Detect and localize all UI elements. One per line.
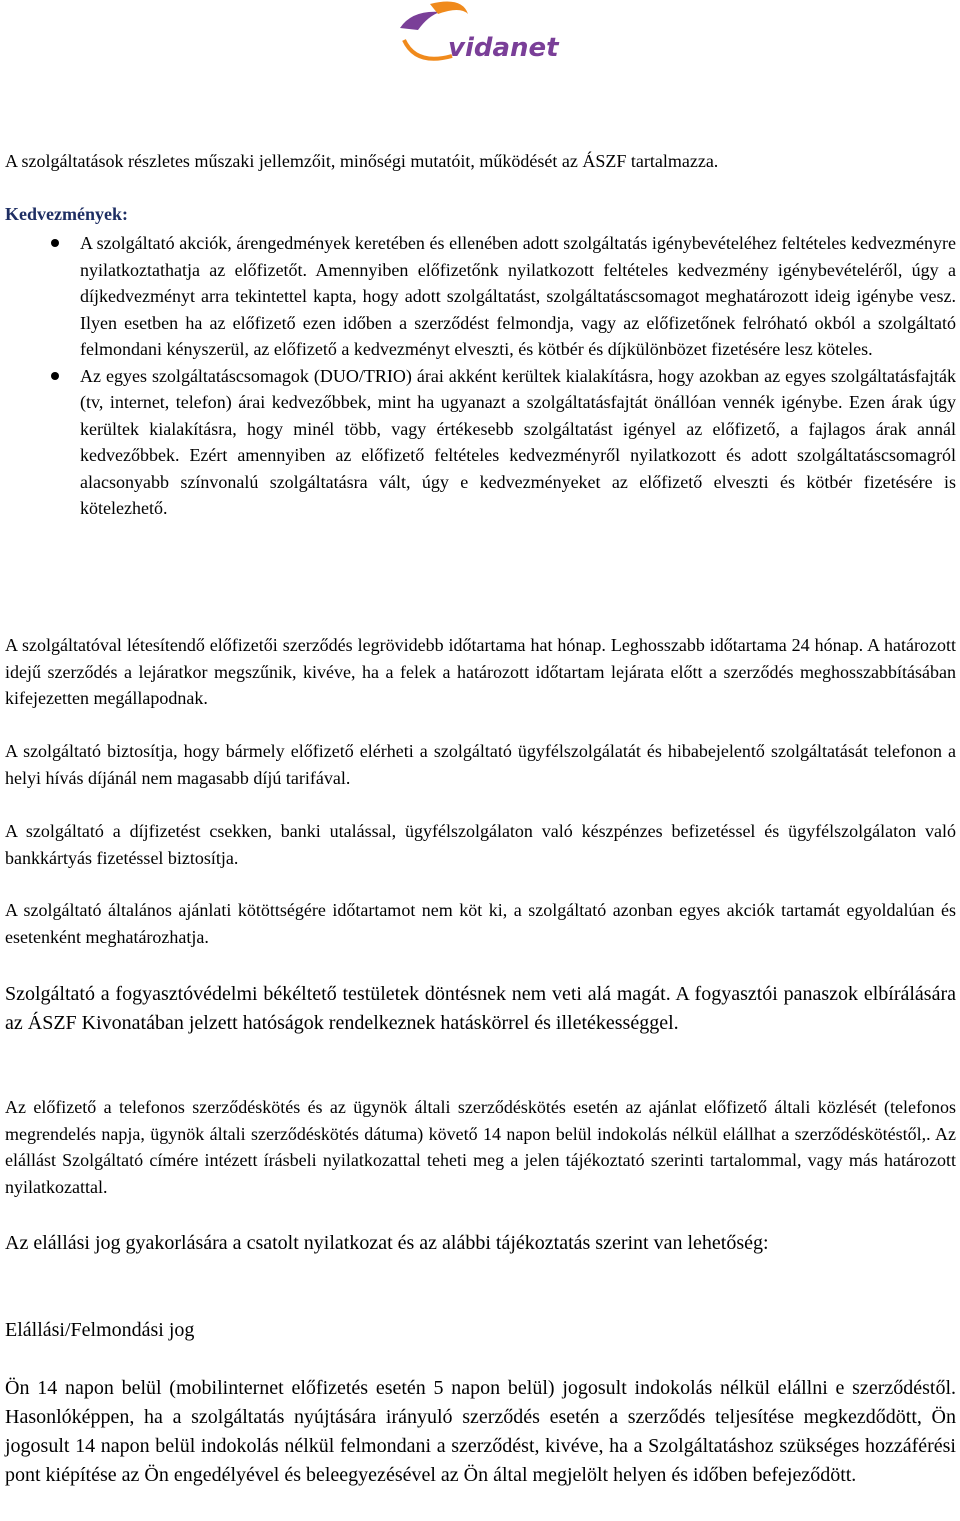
discounts-list xyxy=(0,230,960,522)
discount-item: Az egyes szolgáltatáscsomagok (DUO/TRIO) árai akként kerültek kialakításra, hogy azokban az egyes szolgáltatásfajták (tv, internet, telefon) árai kedvezőbbek, mint ha ugyanazt a szolgáltatásfajtát önállóan vennék igénybe. Ezen árak úgy kerültek kialakításra, hogy minél több, vagy értékesebb szolgáltatást igényel az előfizető, a fajlagos árak annál kedvezőbbek. Ezért amennyiben az előfizető feltételes kedvezményről nyilatkozott és adott szolgáltatáscsomagról alacsonyabb színvonalú szolgáltatásra vált, úgy e kedvezményeket az előfizető elveszti és kötbér fizetésére is kötelezhető. xyxy=(0,363,960,522)
customer-service-paragraph: A szolgáltató biztosítja, hogy bármely előfizető elérheti a szolgáltató ügyfélszolgálatát és hibabejelentő szolgáltatását telefonon a helyi hívás díjánál nem magasabb díjú tarifával. xyxy=(5,741,956,788)
discounts-heading: Kedvezmények: xyxy=(5,204,128,224)
discount-item: A szolgáltató akciók, árengedmények keretében és ellenében adott szolgáltatás igénybevételéhez feltételes kedvezményre nyilatkoztathatja az előfizetőt. Amennyiben előfizetőnk nyilatkozott feltételes kedvezmény igénybevételéről, úgy a díjkedvezményt arra tekintettel kapta, hogy adott szolgáltatást, szolgáltatáscsomagot meghatározott ideig igénybe vesz. Ilyen esetben ha az előfizető ezen időben a szerződést felmondja, vagy az előfizetőnek felróható okból a szolgáltató felmondani kényszerül, az előfizető a kedvezményt elveszti, és kötbér és díjkülönbözet fizetésére lesz köteles. xyxy=(0,230,960,363)
bullet-icon xyxy=(51,372,59,380)
withdrawal-title: Elállási/Felmondási jog xyxy=(5,1319,195,1341)
withdrawal-right-paragraph: Ön 14 napon belül (mobilinternet előfizetés esetén 5 napon belül) jogosult indokolás nélkül elállni e szerződéstől. Hasonlóképpen, ha a szolgáltatás nyújtására irányuló szerződés esetén a szerződés teljesítése megkezdődött, Ön jogosult 14 napon belül indokolás nélkül felmondani a szerződést, kivéve, ha a Szolgáltatáshoz szükséges hozzáférési pont kiépítése az Ön engedélyével és beleegyezésével az Ön által megjelölt helyen és időben befejeződött. xyxy=(5,1377,956,1486)
vidanet-logo xyxy=(390,0,570,72)
payment-paragraph: A szolgáltató a díjfizetést csekken, banki utalással, ügyfélszolgálaton való készpénzes befizetéssel és ügyfélszolgálaton való bankkártyás fizetéssel biztosítja. xyxy=(5,821,956,868)
offer-paragraph: A szolgáltató általános ajánlati kötöttségére időtartamot nem köt ki, a szolgáltató azonban egyes akciók tartamát egyoldalúan és esetenként meghatározhatja. xyxy=(5,900,956,947)
intro-paragraph: A szolgáltatások részletes műszaki jellemzőit, minőségi mutatóit, működését az ÁSZF tartalmazza. xyxy=(5,151,719,171)
withdrawal-practice-paragraph: Az elállási jog gyakorlására a csatolt nyilatkozat és az alábbi tájékoztatás szerint van lehetőség: xyxy=(5,1232,769,1254)
bullet-icon xyxy=(51,239,59,247)
logo-wordmark: vidanet xyxy=(448,33,559,63)
withdrawal-notice-paragraph: Az előfizető a telefonos szerződéskötés és az ügynök általi szerződéskötés esetén az ajánlat előfizető általi közlését (telefonos megrendelés napja, ügynök általi szerződéskötés dátuma) követő 14 napon belül indokolás nélkül elállhat a szerződéskötéstől,. Az elállást Szolgáltató címére intézett írásbeli nyilatkozattal teheti meg a jelen tájékoztató szerinti tartalommal, vagy más határozott nyilatkozattal. xyxy=(5,1097,956,1197)
contract-term-paragraph: A szolgáltatóval létesítendő előfizetői szerződés legrövidebb időtartama hat hónap. Leghosszabb időtartama 24 hónap. A határozott idejű szerződés a lejáratkor megszűnik, kivéve, ha a felek a határozott időtartam lejárata előtt a szerződés meghosszabbításában kifejezetten megállapodnak. xyxy=(5,635,956,708)
consumer-protection-paragraph: Szolgáltató a fogyasztóvédelmi békéltető testületek döntésnek nem veti alá magát. A fogyasztói panaszok elbírálására az ÁSZF Kivonatában jelzett hatóságok rendelkeznek hatáskörrel és illetékességgel. xyxy=(5,983,956,1034)
